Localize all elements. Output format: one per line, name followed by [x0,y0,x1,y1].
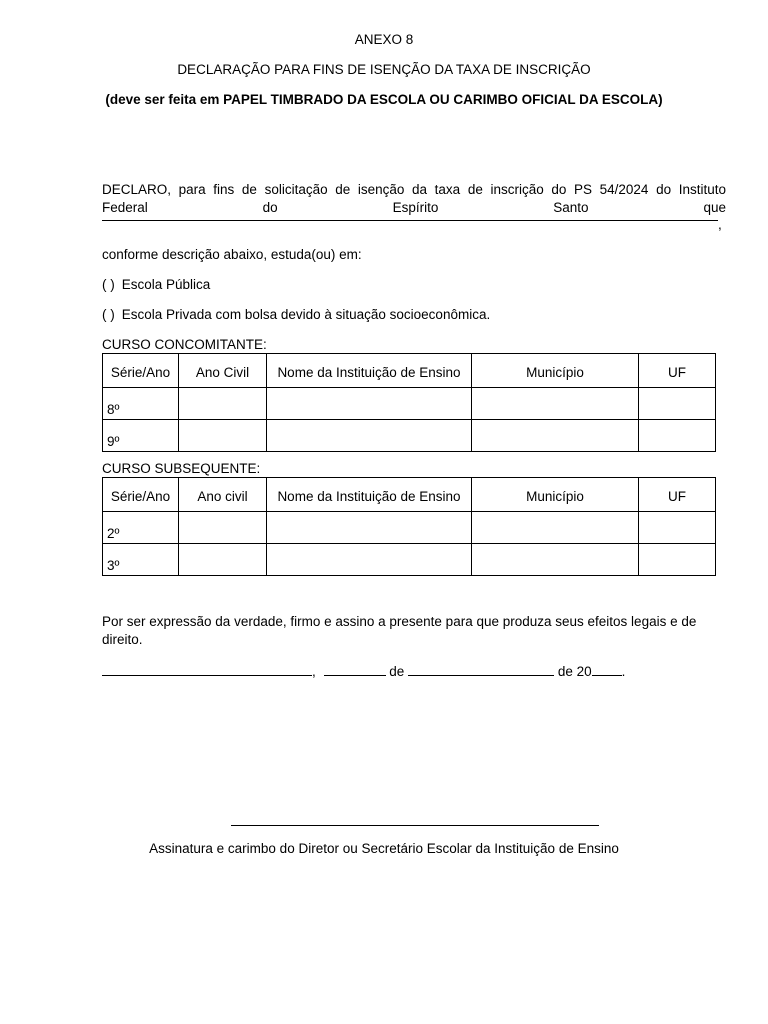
cell-uf[interactable] [639,388,716,420]
option-public-school[interactable] [102,277,210,292]
cell-instituicao[interactable] [267,512,472,544]
cell-uf[interactable] [639,544,716,576]
closing-statement: Por ser expressão da verdade, firmo e assino a presente para que produza seus efeitos legais e de direito. [102,614,697,647]
signature-caption: Assinatura e carimbo do Diretor ou Secretário Escolar da Instituição de Ensino [149,841,619,856]
declaration-line-1: DECLARO, para fins de solicitação de isenção da taxa de inscrição do PS 54/2024 do Instituto [102,182,726,197]
declaration-word: Federal [102,200,148,215]
cell-municipio[interactable] [472,388,639,420]
annex-title: ANEXO 8 [354,32,414,47]
month-blank[interactable] [408,662,554,676]
header-municipio: Município [472,354,639,388]
option-public-label: Escola Pública [121,277,211,292]
cell-instituicao[interactable] [267,544,472,576]
header-uf: UF [639,354,716,388]
checkbox-public[interactable]: ( ) [102,277,115,292]
name-comma: , [718,217,722,232]
declaration-word: do [262,200,278,215]
date-comma: , [312,664,316,679]
cell-ano-civil[interactable] [179,544,267,576]
table-header-row [103,354,716,388]
concomitante-label: CURSO CONCOMITANTE: [102,337,267,352]
table-row [103,420,716,452]
day-blank[interactable] [324,662,386,676]
header-serie: Série/Ano [103,354,179,388]
option-private-label: Escola Privada com bolsa devido à situação socioeconômica. [121,307,491,322]
row-label: 9º [103,420,179,452]
declaration-line-2 [102,199,726,217]
city-blank[interactable] [102,662,312,676]
year-blank[interactable] [592,662,622,676]
header-municipio: Município [472,478,639,512]
date-de-1: de [389,664,405,679]
student-name-blank[interactable] [102,220,718,221]
row-label: 3º [103,544,179,576]
signature-line[interactable] [231,825,599,826]
cell-ano-civil[interactable] [179,420,267,452]
study-description: conforme descrição abaixo, estuda(ou) em: [102,247,362,262]
header-ano-civil: Ano civil [179,478,267,512]
cell-municipio[interactable] [472,420,639,452]
cell-ano-civil[interactable] [179,388,267,420]
date-de-2: de 20 [557,664,592,679]
checkbox-private[interactable]: ( ) [102,307,115,322]
table-row [103,544,716,576]
subsequente-table [102,477,716,576]
header-ano-civil: Ano Civil [179,354,267,388]
cell-municipio[interactable] [472,512,639,544]
declaration-word: Espírito [392,200,439,215]
header-uf: UF [639,478,716,512]
header-serie: Série/Ano [103,478,179,512]
header-instituicao: Nome da Instituição de Ensino [267,478,472,512]
cell-ano-civil[interactable] [179,512,267,544]
header-instituicao: Nome da Instituição de Ensino [267,354,472,388]
cell-uf[interactable] [639,420,716,452]
concomitante-table [102,353,716,452]
row-label: 8º [103,388,179,420]
row-label: 2º [103,512,179,544]
document-title: DECLARAÇÃO PARA FINS DE ISENÇÃO DA TAXA DE INSCRIÇÃO [177,62,591,77]
cell-uf[interactable] [639,512,716,544]
declaration-paragraph [102,181,726,217]
cell-municipio[interactable] [472,544,639,576]
date-end: . [621,664,626,679]
letterhead-instruction: (deve ser feita em PAPEL TIMBRADO DA ESCOLA OU CARIMBO OFICIAL DA ESCOLA) [105,92,663,107]
table-row [103,512,716,544]
cell-instituicao[interactable] [267,388,472,420]
declaration-word: Santo [553,200,589,215]
option-private-school[interactable] [102,307,490,322]
cell-instituicao[interactable] [267,420,472,452]
declaration-word: que [703,200,726,215]
table-row [103,388,716,420]
date-place-line [102,662,625,679]
subsequente-label: CURSO SUBSEQUENTE: [102,461,261,476]
table-header-row [103,478,716,512]
